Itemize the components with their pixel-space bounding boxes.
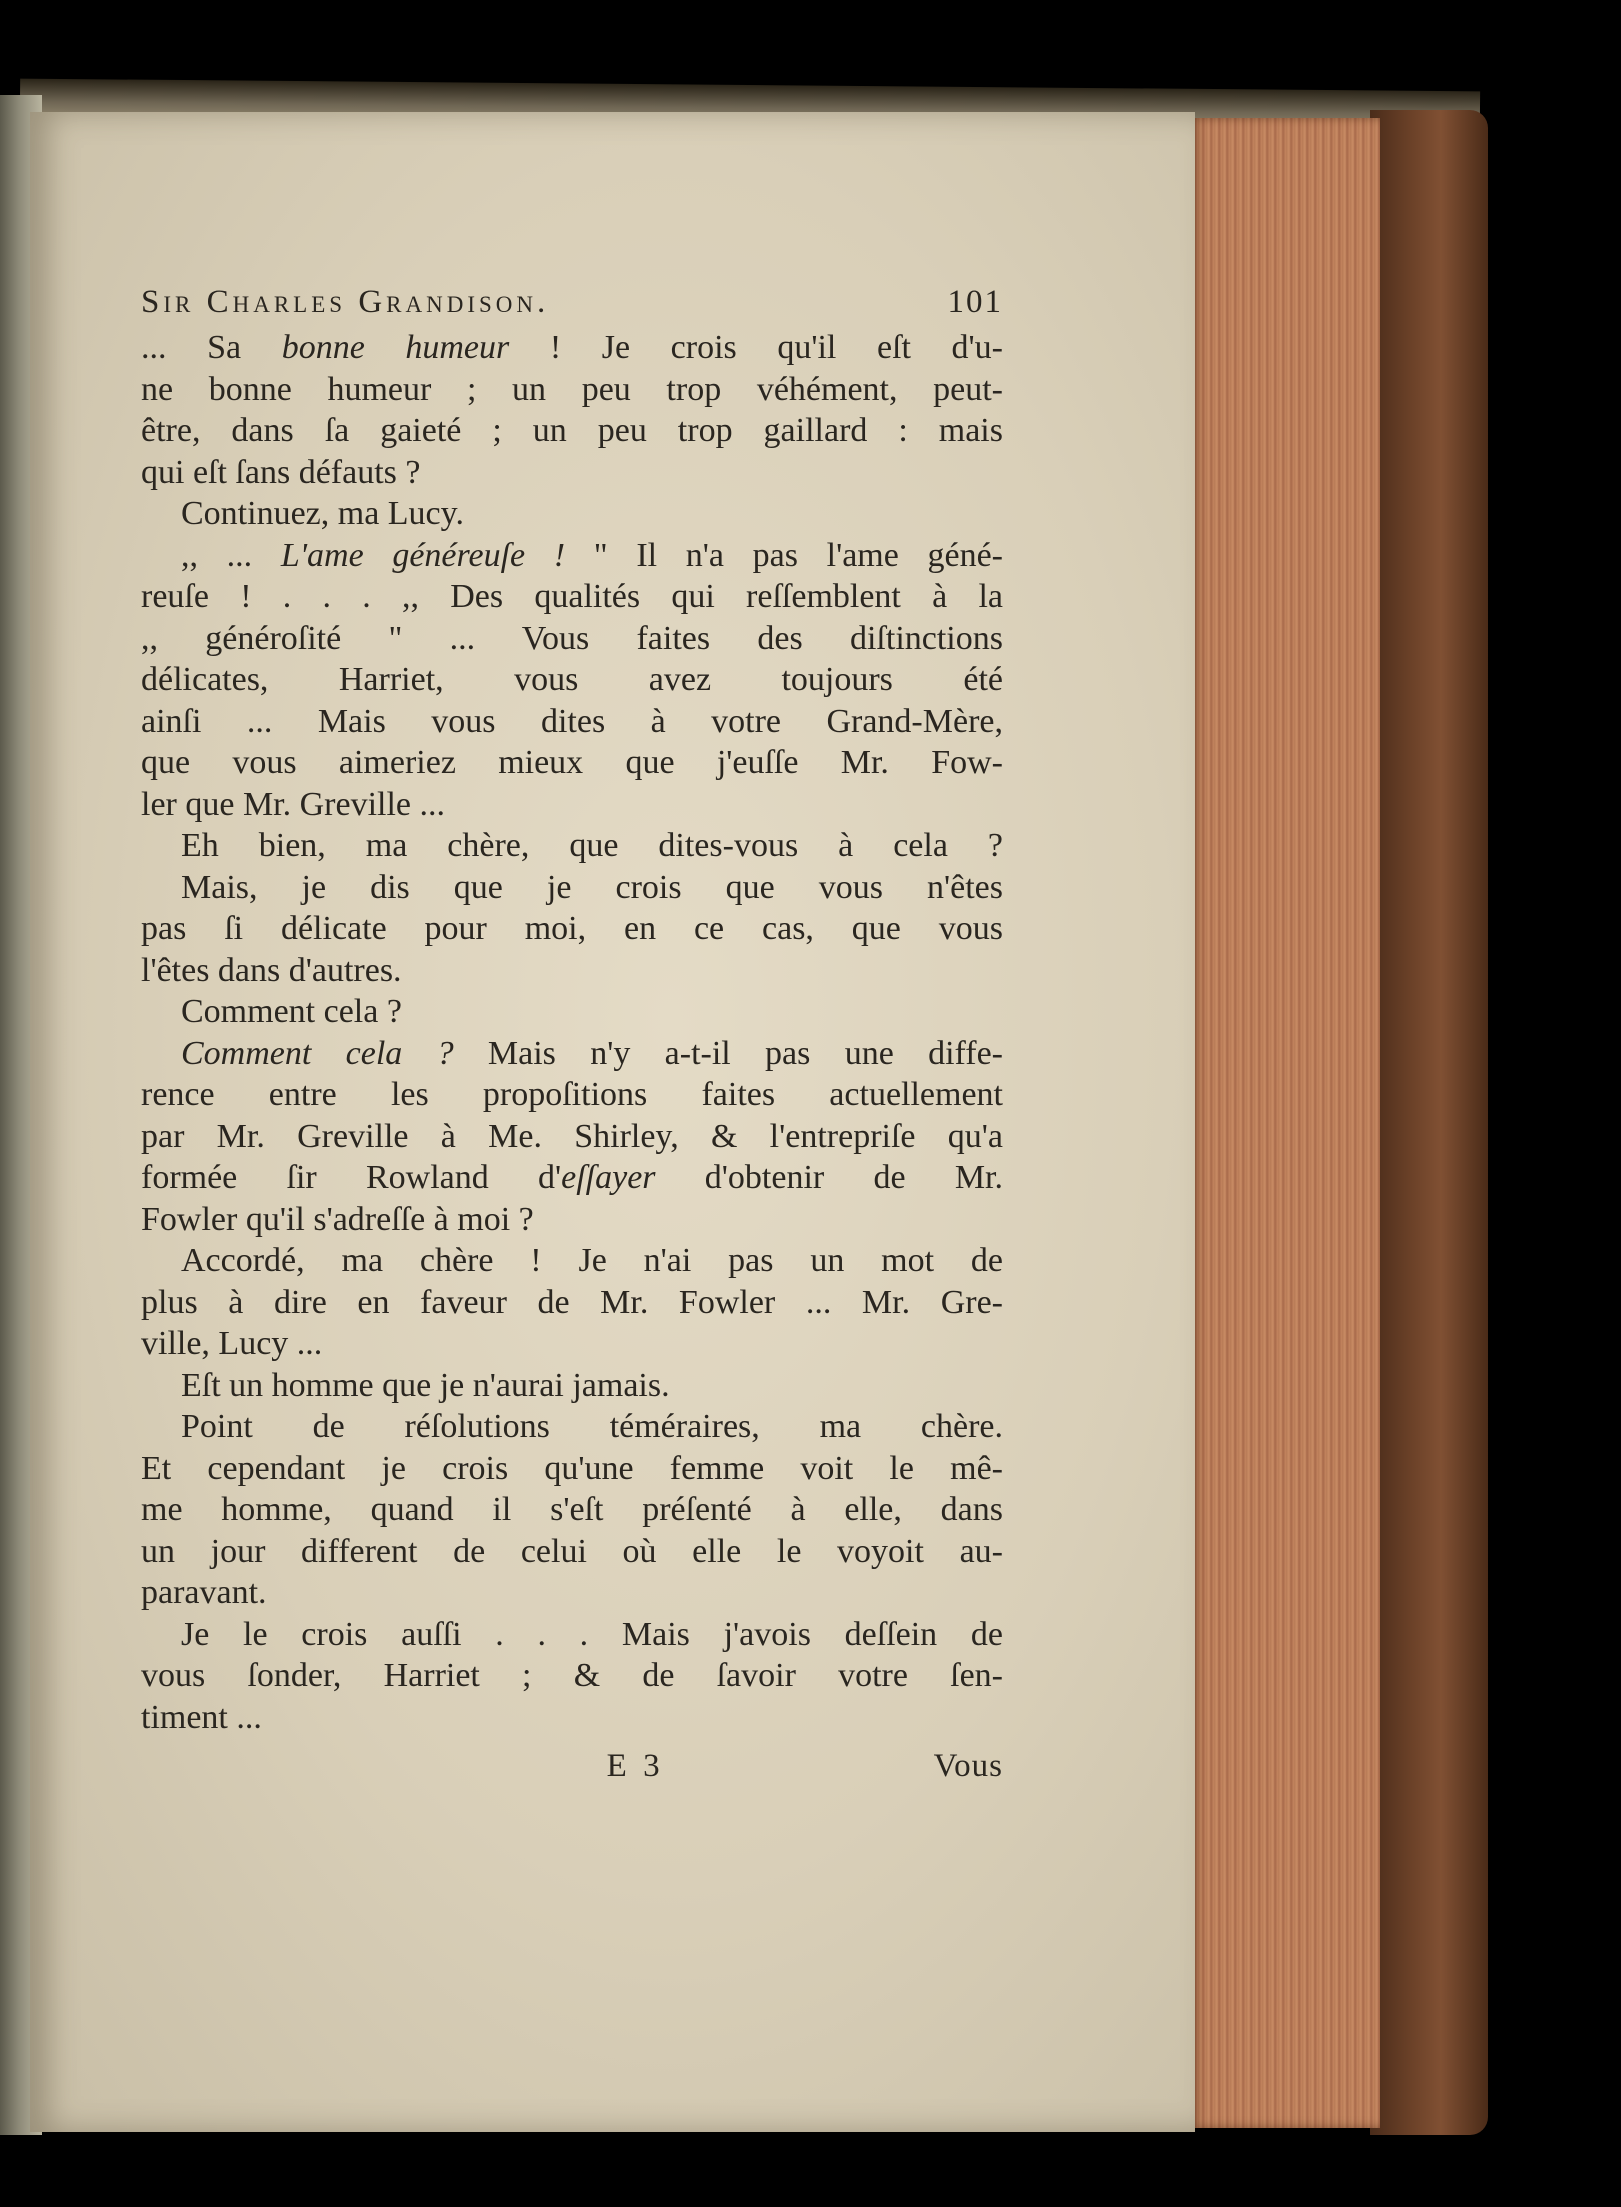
text-run: Mais, je dis que je crois que vous n'êtes [181, 868, 1003, 906]
book-cover [1370, 110, 1488, 2135]
text-run: Je le crois auſſi . . . Mais j'avois deſſein de [181, 1615, 1003, 1653]
text-line [141, 1240, 1003, 1282]
text-run: timent ... [141, 1698, 262, 1736]
text-run: ne bonne humeur ; un peu trop véhément, peut- [141, 370, 1003, 408]
italic-run: eſſayer [561, 1159, 656, 1196]
text-line [141, 327, 1003, 369]
text-run: Mais n'y a-t-il pas une diffe- [453, 1034, 1003, 1072]
text-run: pas ſi délicate pour moi, en ce cas, que vous [141, 910, 1003, 947]
page-block-edges [1190, 118, 1380, 2128]
text-run: que vous aimeriez mieux que j'euſſe Mr. Fow- [141, 744, 1003, 781]
italic-run: bonne humeur [281, 329, 510, 366]
text-line [141, 991, 1003, 1033]
text-run: Eſt un homme que je n'aurai jamais. [181, 1366, 670, 1404]
body-text [141, 327, 1003, 1738]
text-line [141, 452, 1003, 494]
running-head [141, 284, 1003, 321]
text-run: Fowler qu'il s'adreſſe à moi ? [141, 1200, 534, 1238]
text-run: Et cependant je crois qu'une femme voit le mê- [141, 1449, 1003, 1487]
running-head-title: Sir Charles Grandison. [141, 284, 550, 320]
text-line [141, 576, 1003, 618]
text-line [141, 493, 1003, 535]
text-line [141, 618, 1003, 660]
text-run: formée ſir Rowland d' [141, 1159, 562, 1196]
text-run: par Mr. Greville à Me. Shirley, & l'entrepriſe qu'a [141, 1117, 1003, 1155]
text-line [141, 1448, 1003, 1490]
text-line [141, 742, 1003, 784]
book-page [30, 112, 1195, 2132]
text-line [141, 1489, 1003, 1531]
text-run: ,, généroſité " ... Vous faites des diſtinctions [141, 619, 1003, 657]
text-line [141, 1614, 1003, 1656]
text-line [141, 867, 1003, 909]
text-line [141, 1033, 1003, 1075]
text-run: plus à dire en faveur de Mr. Fowler ... Mr. Gre- [141, 1283, 1003, 1321]
text-run: " Il n'a pas l'ame géné- [565, 536, 1004, 574]
text-run: Continuez, ma Lucy. [181, 495, 464, 532]
text-line [141, 908, 1003, 950]
text-line [141, 1323, 1003, 1365]
italic-run: Comment cela ? [181, 1034, 454, 1072]
text-line [141, 410, 1003, 452]
text-run: l'êtes dans d'autres. [141, 951, 402, 989]
text-line [141, 950, 1003, 992]
text-run: d'obtenir de Mr. [655, 1159, 1003, 1196]
text-run: ville, Lucy ... [141, 1325, 323, 1362]
text-line [141, 1365, 1003, 1407]
text-line [141, 701, 1003, 743]
text-line [141, 1531, 1003, 1573]
text-run: délicates, Harriet, vous avez toujours été [141, 661, 1003, 698]
text-run: me homme, quand il s'eſt préſenté à elle, dans [141, 1491, 1003, 1528]
text-run: paravant. [141, 1574, 267, 1611]
text-line [141, 784, 1003, 826]
text-run: ... Sa [141, 329, 282, 366]
text-line [141, 1157, 1003, 1199]
italic-run: L'ame généreuſe ! [280, 536, 566, 574]
text-line [141, 1074, 1003, 1116]
text-run: ! Je crois qu'il eſt d'u- [509, 329, 1003, 366]
text-line [141, 1199, 1003, 1241]
text-line [141, 535, 1003, 577]
text-run: Comment cela ? [181, 993, 402, 1030]
text-line [141, 369, 1003, 411]
text-run: un jour different de celui où elle le voyoit au- [141, 1532, 1003, 1570]
text-line [141, 659, 1003, 701]
page-number: 101 [947, 284, 1003, 320]
page-text-block [141, 284, 1003, 1785]
text-run: vous ſonder, Harriet ; & de ſavoir votre ſen- [141, 1657, 1003, 1694]
text-line [141, 1282, 1003, 1324]
catchword: Vous [933, 1748, 1003, 1784]
text-line [141, 1572, 1003, 1614]
text-run: être, dans ſa gaieté ; un peu trop gaillard : mais [141, 412, 1003, 449]
text-run: Eh bien, ma chère, que dites-vous à cela ? [181, 827, 1003, 864]
signature-mark: E 3 [606, 1748, 664, 1784]
text-run: ler que Mr. Greville ... [141, 785, 446, 823]
text-run: Accordé, ma chère ! Je n'ai pas un mot de [181, 1242, 1003, 1279]
text-run: rence entre les propoſitions faites actuellement [141, 1076, 1003, 1113]
text-run: qui eſt ſans défauts ? [141, 453, 421, 491]
text-run: ainſi ... Mais vous dites à votre Grand-Mère, [141, 702, 1003, 740]
page-footer [141, 1748, 1003, 1785]
text-run: Point de réſolutions téméraires, ma chère. [181, 1408, 1003, 1445]
text-run: reuſe ! . . . ,, Des qualités qui reſſemblent à la [141, 578, 1003, 615]
text-line [141, 1697, 1003, 1739]
text-line [141, 1406, 1003, 1448]
text-line [141, 825, 1003, 867]
text-line [141, 1116, 1003, 1158]
text-run: ,, ... [181, 536, 281, 574]
text-line [141, 1655, 1003, 1697]
